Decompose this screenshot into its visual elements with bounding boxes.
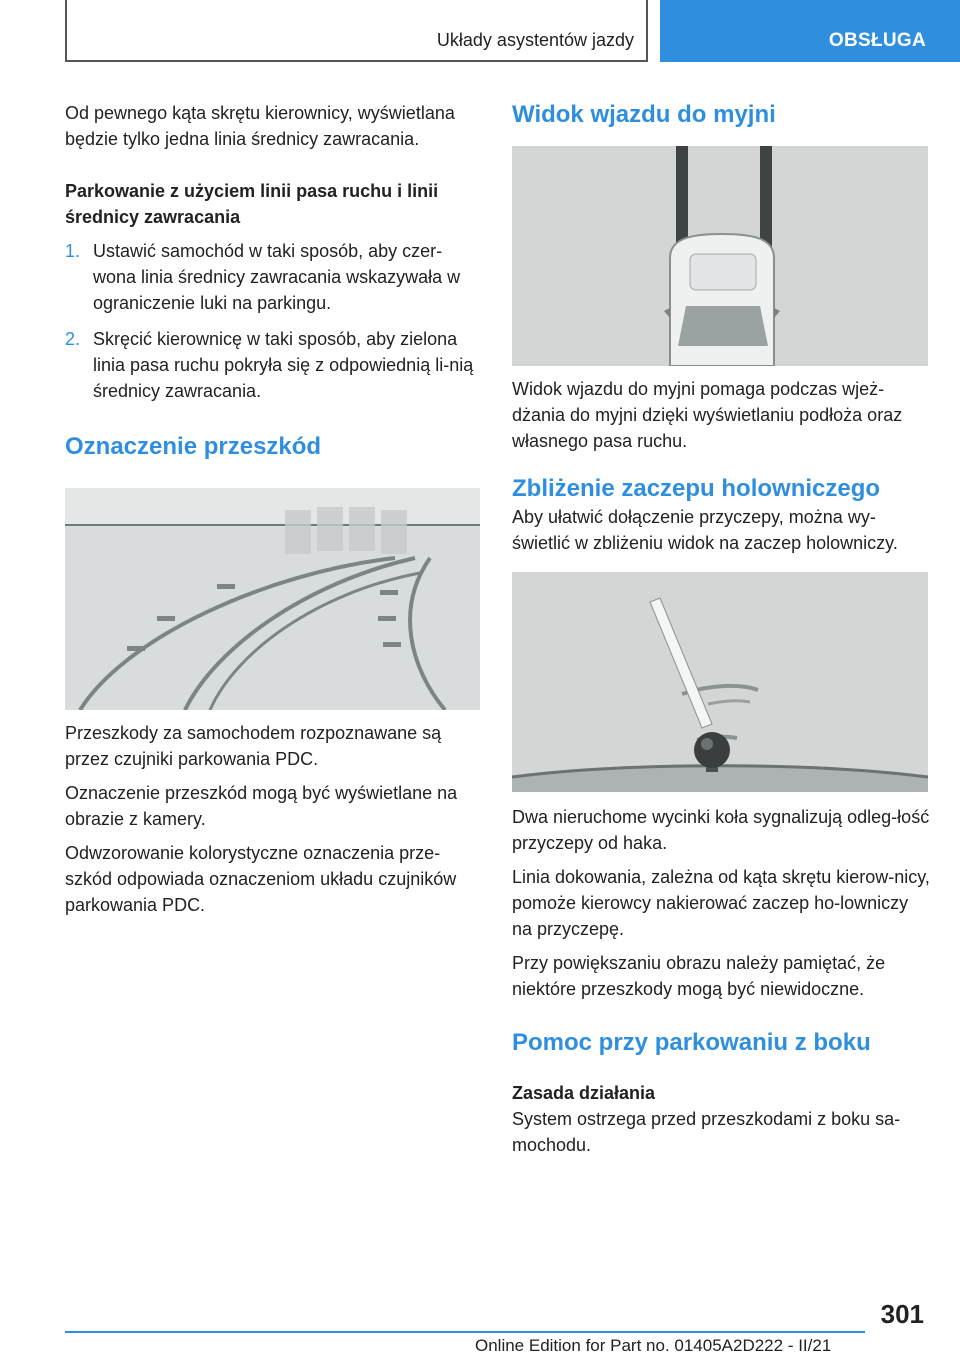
intro-paragraph: Od pewnego kąta skrętu kierownicy, wyświetlana będzie tylko jedna linia średnicy zawracania. — [65, 103, 455, 149]
edition-text: Online Edition for Part no. 01405A2D222 - II/21 — [475, 1336, 832, 1355]
chapter-title: Układy asystentów jazdy — [436, 30, 634, 50]
footer-divider — [65, 1331, 865, 1333]
heading-carwash: Widok wjazdu do myjni — [512, 101, 776, 128]
step-number: 2. — [65, 329, 81, 349]
step-text: Skręcić kierownicę w taki sposób, aby zielona linia pasa ruchu pokryła się z odpowiednią li-nią średnicy zawracania. — [93, 329, 474, 401]
side-paragraph: System ostrzega przed przeszkodami z boku sa-mochodu. — [512, 1109, 901, 1155]
obstacles-paragraph-3: Odwzorowanie kolorystyczne oznaczenia prze-szkód odpowiada oznaczeniom układu czujników parkowania PDC. — [65, 843, 457, 915]
step-number: 1. — [65, 241, 81, 261]
subheading-principle: Zasada działania — [512, 1083, 656, 1103]
obstacle-marking-image — [65, 488, 480, 710]
obstacles-paragraph-2: Oznaczenie przeszkód mogą być wyświetlane na obrazie z kamery. — [65, 783, 458, 829]
carwash-view-image — [512, 146, 928, 366]
heading-hitch: Zbliżenie zaczepu holowniczego — [512, 475, 881, 502]
heading-side-parking: Pomoc przy parkowaniu z boku — [512, 1029, 871, 1056]
hitch-intro-paragraph: Aby ułatwić dołączenie przyczepy, można wy-świetlić w zbliżeniu widok na zaczep holowniczy. — [512, 507, 898, 553]
hitch-paragraph-3: Przy powiększaniu obrazu należy pamiętać, że niektóre przeszkody mogą być niewidoczne. — [512, 953, 886, 999]
left-column — [65, 100, 480, 918]
hitch-paragraph-1: Dwa nieruchome wycinki koła sygnalizują odleg-łość przyczepy od haka. — [512, 807, 930, 853]
page-number: 301 — [880, 1299, 924, 1329]
step-text: Ustawić samochód w taki sposób, aby czer-wona linia średnicy zawracania wskazywała w ograniczenie luki na parkingu. — [93, 241, 461, 313]
tow-hitch-image — [512, 572, 928, 792]
heading-obstacles: Oznaczenie przeszkód — [65, 433, 322, 460]
list-item — [65, 238, 480, 316]
subheading-parking: Parkowanie z użyciem linii pasa ruchu i linii średnicy zawracania — [65, 181, 439, 227]
header-title-box — [65, 0, 648, 62]
section-label: OBSŁUGA — [828, 30, 926, 51]
right-column — [512, 100, 930, 1158]
steps-list — [65, 238, 480, 404]
obstacles-paragraph-1: Przeszkody za samochodem rozpoznawane są przez czujniki parkowania PDC. — [65, 723, 442, 769]
section-tab — [660, 0, 960, 62]
hitch-paragraph-2: Linia dokowania, zależna od kąta skrętu kierow-nicy, pomoże kierowcy nakierować zaczep ho-lowniczy na przyczepę. — [512, 867, 930, 939]
list-item — [65, 326, 480, 404]
carwash-paragraph: Widok wjazdu do myjni pomaga podczas wjeż-dżania do myjni dzięki wyświetlaniu podłoża oraz własnego pasa ruchu. — [512, 379, 903, 451]
